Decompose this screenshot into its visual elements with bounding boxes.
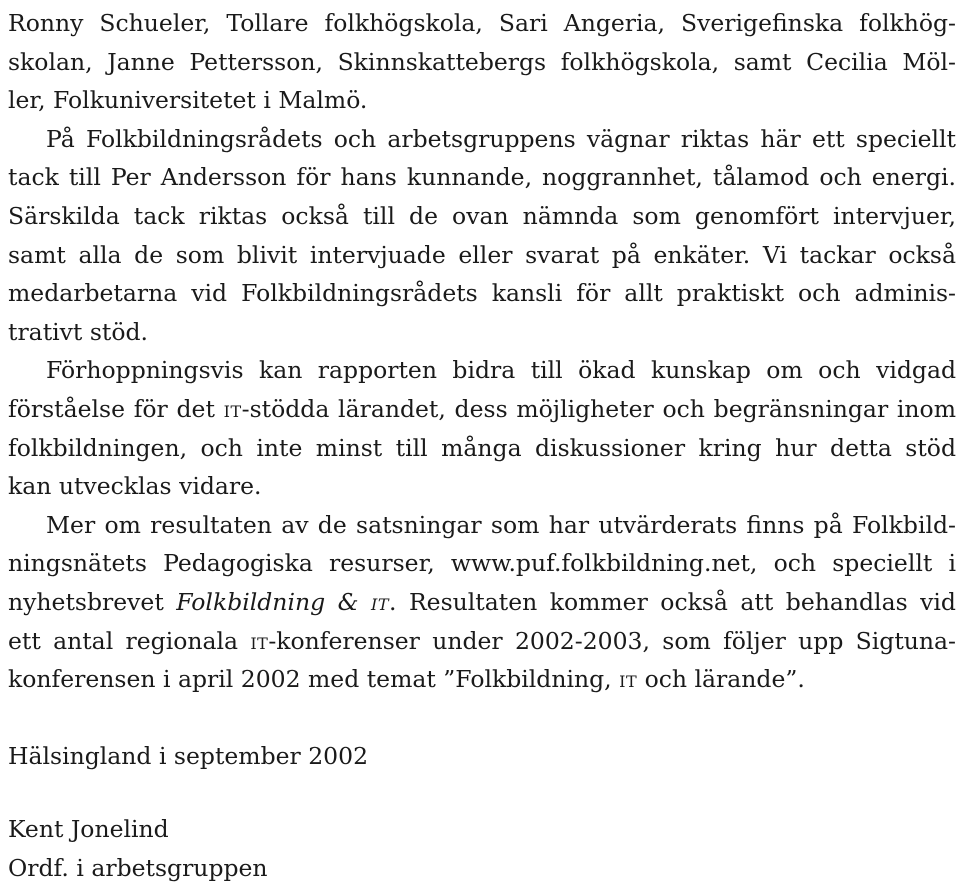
text-line: medarbetarna vid Folkbildningsrådets kansli för allt praktiskt och adminis-	[8, 279, 956, 308]
text-fragment: förståelse för det	[8, 394, 224, 423]
spacer	[8, 699, 956, 737]
it-abbreviation: it	[250, 626, 269, 655]
text-line: samt alla de som blivit intervjuade eller svarat på enkäter. Vi tackar också	[8, 240, 956, 269]
spacer	[8, 775, 956, 810]
text-line	[8, 583, 956, 622]
text-line: folkbildningen, och inte minst till många diskussioner kring hur detta stöd	[8, 433, 956, 462]
text-line: På Folkbildningsrådets och arbetsgruppens vägnar riktas här ett speciellt	[46, 124, 956, 153]
text-line: kan utvecklas vidare.	[8, 472, 262, 501]
text-line	[8, 660, 956, 699]
it-abbreviation: it	[619, 665, 638, 694]
text-line: ningsnätets Pedagogiska resurser, www.puf.folkbildning.net, och speciellt i	[8, 549, 956, 578]
paragraph-hope	[8, 351, 956, 505]
newsletter-title: Folkbildning	[176, 587, 326, 616]
text-line	[8, 390, 956, 429]
paragraph-acknowledged-people	[8, 4, 956, 120]
text-line: ler, Folkuniversitetet i Malmö.	[8, 86, 368, 115]
text-line: trativt stöd.	[8, 317, 149, 346]
text-line	[8, 622, 956, 661]
paragraph-more-results	[8, 506, 956, 699]
text-fragment: och lärande”.	[637, 665, 805, 694]
text-line: Ronny Schueler, Tollare folkhögskola, Sari Angeria, Sverigefinska folkhög-	[8, 9, 956, 37]
signature-name: Kent Jonelind	[8, 815, 169, 844]
text-fragment: konferensen i april 2002 med temat ”Folkbildning,	[8, 665, 620, 694]
signature-title: Ordf. i arbetsgruppen	[8, 853, 268, 882]
paragraph-thanks	[8, 120, 956, 352]
text-fragment: ett antal regionala	[8, 626, 251, 655]
it-abbreviation: it	[371, 587, 390, 616]
text-line: Förhoppningsvis kan rapporten bidra till ökad kunskap om och vidgad	[46, 356, 956, 385]
text-fragment: . Resultaten kommer också att behandlas vid	[389, 587, 956, 616]
text-line: Särskilda tack riktas också till de ovan nämnda som genomfört intervjuer,	[8, 201, 956, 230]
document-page	[8, 4, 956, 887]
place-date: Hälsingland i september 2002	[8, 741, 369, 770]
ampersand: &	[337, 587, 359, 616]
text-fragment: -stödda lärandet, dess möjligheter och begränsningar inom	[241, 394, 956, 423]
text-line: tack till Per Andersson för hans kunnande, noggrannhet, tålamod och energi.	[8, 163, 956, 192]
text-fragment: -konferenser under 2002-2003, som följer upp Sigtuna-	[268, 626, 956, 655]
text-fragment: nyhetsbrevet	[8, 587, 177, 616]
text-line: Mer om resultaten av de satsningar som har utvärderats finns på Folkbild-	[46, 510, 956, 539]
it-abbreviation: it	[223, 394, 242, 423]
text-line: skolan, Janne Pettersson, Skinnskattebergs folkhögskola, samt Cecilia Möl-	[8, 47, 956, 76]
